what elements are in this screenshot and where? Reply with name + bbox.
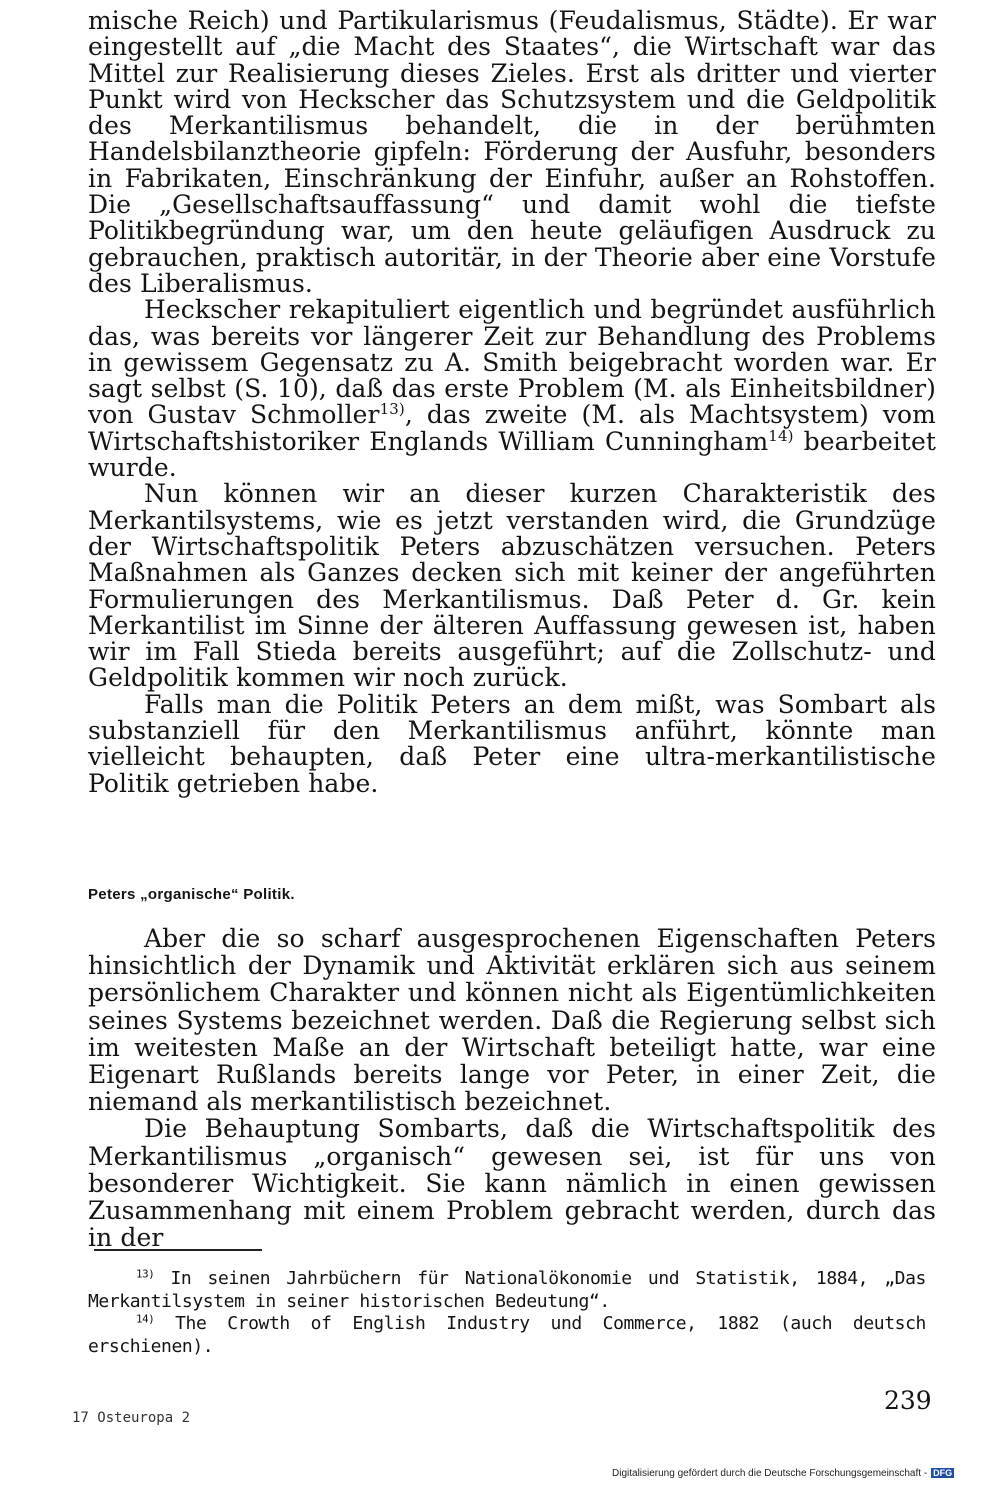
footnote-reference: 14) (768, 426, 794, 445)
paragraph: Die Behauptung Sombarts, daß die Wirtschaftspolitik des Merkantilismus „organisch“ gewesen sei, ist für uns von besonderer Wichtigkeit. Sie kann nämlich in einen gewissen Zusammenhang mit einem Problem gebracht werden, durch das in der (88, 1114, 936, 1253)
paragraph: Falls man die Politik Peters an dem mißt, was Sombart als substanziell für den Merkantilismus anführt, könnte man vielleicht behaupten, daß Peter eine ultra-merkantilistische Politik getrieben habe. (88, 689, 936, 798)
body-text-lower (88, 925, 936, 1251)
footnote-text: The Crowth of English Industry und Commerce, 1882 (auch deutsch erschienen). (88, 1313, 926, 1357)
footnote-marker: 14) (136, 1312, 155, 1326)
paragraph: Aber die so scharf ausgesprochenen Eigenschaften Peters hinsichtlich der Dynamik und Aktivität erklären sich aus seinem persönlichem Charakter und können nicht als Eigentümlichkeiten seines Systems bezeichnet werden. Daß die Regierung selbst sich im weitesten Maße an der Wirtschaft beteiligt hatte, war eine Eigenart Rußlands bereits lange vor Peter, in einer Zeit, die niemand als merkantilistisch bezeichnet. (88, 924, 936, 1117)
body-text-upper (88, 8, 936, 797)
paragraph-text: Heckscher rekapituliert eigentlich und begründet ausführlich das, was bereits vor längerer Zeit zur Behandlung des Problems in gewissem Gegensatz zu A. Smith beigebracht worden war. Er sagt selbst (S. 10), daß das erste Problem (M. als Einheitsbildner) von Gustav Schmoller (88, 295, 936, 430)
paragraph (88, 297, 936, 481)
footnote-divider (94, 1249, 262, 1251)
paragraph: Nun können wir an dieser kurzen Charakteristik des Merkantilsystems, wie es jetzt verstanden wird, die Grundzüge der Wirtschaftspolitik Peters abzuschätzen versuchen. Peters Maßnahmen als Ganzes decken sich mit keiner der angeführten Formulierungen des Merkantilismus. Daß Peter d. Gr. kein Merkantilist im Sinne der älteren Auffassung gewesen ist, haben wir im Fall Stieda bereits ausgeführt; auf die Zollschutz- und Geldpolitik kommen wir noch zurück. (88, 479, 936, 693)
footnote-reference: 13) (379, 400, 405, 419)
section-heading: Peters „organische“ Politik. (88, 886, 295, 903)
footnotes (88, 1268, 926, 1358)
page-number: 239 (884, 1386, 932, 1415)
dfg-logo-icon: DFG (933, 1468, 953, 1478)
footnote (88, 1268, 926, 1313)
digitization-credit (612, 1468, 954, 1479)
paragraph: mische Reich) und Partikularismus (Feudalismus, Städte). Er war eingestellt auf „die Macht des Staates“, die Wirtschaft war das Mittel zur Realisierung dieses Zieles. Erst als dritter und vierter Punkt wird von Heckscher das Schutzsystem und die Geldpolitik des Merkantilismus behandelt, die in der berühmten Handelsbilanztheorie gipfeln: Förderung der Ausfuhr, besonders in Fabrikaten, Einschränkung der Einfuhr, außer an Rohstoffen. Die „Gesellschaftsauffassung“ und damit wohl die tiefste Politikbegründung war, um den heute geläufigen Ausdruck zu gebrauchen, praktisch autoritär, in der Theorie aber eine Vorstufe des Liberalismus. (88, 6, 936, 298)
credit-text: Digitalisierung gefördert durch die Deutsche Forschungsgemeinschaft - (612, 1468, 928, 1479)
footnote-marker: 13) (136, 1267, 155, 1281)
footnote-text: In seinen Jahrbüchern für Nationalökonomie und Statistik, 1884, „Das Merkantilsystem in seiner historischen Bedeutung“. (88, 1268, 926, 1312)
printer-signature: 17 Osteuropa 2 (72, 1410, 191, 1426)
paragraph-text: bearbeitet wurde. (88, 426, 936, 483)
paragraph-text: , das zweite (M. als Machtsystem) vom Wirtschaftshistoriker Englands William Cunningham (88, 400, 936, 456)
footnote (88, 1313, 926, 1358)
